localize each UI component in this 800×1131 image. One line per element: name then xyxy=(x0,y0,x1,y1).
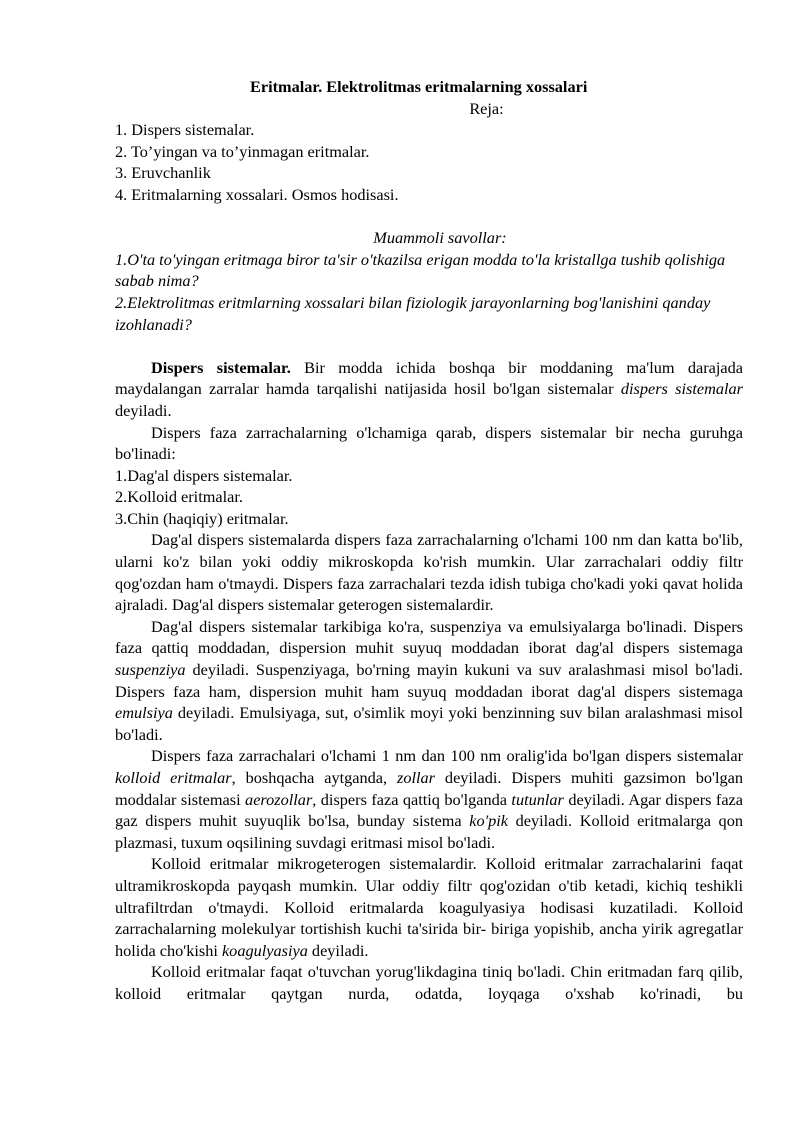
question-2: 2.Elektrolitmas eritmlarning xossalari bilan fiziologik jarayonlarning bog'lanishini qanday izohlanadi? xyxy=(115,292,711,334)
plan-item: 2. To’yingan va to’yinmagan eritmalar. xyxy=(115,141,370,161)
paragraph-suspension-emulsion xyxy=(115,616,743,746)
term: suspenziya xyxy=(115,660,186,680)
plan-list xyxy=(115,119,743,205)
term: aerozollar xyxy=(245,789,313,809)
text-run: deyiladi. Agar dispers faza gaz dispers muhit suyuqlik bo'lsa, bunday sistema xyxy=(115,789,744,831)
paragraph-microheterogen xyxy=(115,853,743,961)
paragraph-dispers-intro xyxy=(115,357,743,422)
term: tutunlar xyxy=(511,789,564,809)
text-run: deyiladi. Suspenziyaga, bo'rning mayin kukuni va suv aralashmasi misol bo'ladi. Dispers faza ham, dispersion muhit ham suyuq moddadan iborat dag'al dispers sistemaga xyxy=(115,660,743,701)
term: koagulyasiya xyxy=(221,940,308,960)
paragraph-coarse-dispers: Dag'al dispers sistemalarda dispers faza zarrachalarning o'lchami 100 nm dan katta bo'lib, ularni ko'z bilan yoki oddiy mikroskopda ko'rish mumkin. Ular zarrachalari oddiy filtr qog'ozdan ham o'tmaydi. Dispers faza zarrachalari tezda idish tubiga cho'kadi yoki qavat holida ajraladi. Dag'al dispers sistemalar geterogen sistemalardir. xyxy=(115,530,743,615)
type-item: 2.Kolloid eritmalar. xyxy=(115,487,243,507)
plan-heading: Reja: xyxy=(469,98,504,118)
plan-item: 4. Eritmalarning xossalari. Osmos hodisasi. xyxy=(115,184,399,204)
paragraph-classification: Dispers faza zarrachalarning o'lchamiga qarab, dispers sistemalar bir necha guruhga bo'linadi: xyxy=(115,422,743,464)
document-body xyxy=(115,76,743,1005)
paragraph-optical: Kolloid eritmalar faqat o'tuvchan yorug'likdagina tiniq bo'ladi. Chin eritmadan farq qilib, kolloid eritmalar qaytgan nurda, odatda, loyqaga o'xshab ko'rinadi, bu xyxy=(115,962,743,1003)
text-run: , dispers faza qattiq bo'lganda xyxy=(312,789,512,809)
type-item: 1.Dag'al dispers sistemalar. xyxy=(115,465,293,485)
text-run: Kolloid eritmalar mikrogeterogen sistemalardir. Kolloid eritmalar zarrachalarini faqat ultramikroskopda payqash mumkin. Ular oddiy filtr qog'ozidan o'tib ketadi, kichiq teshikli ultrafiltrdan o'tmaydi. Kolloid eritmalarda koagulyasiya hodisasi kuzatiladi. Kolloid zarrachalarning molekulyar tortishish kuchi ta'sirida bir- biriga yopishib, ancha yirik agregatlar holida cho'kishi xyxy=(115,854,743,960)
term: kolloid eritmalar xyxy=(115,768,232,787)
text-run: , boshqacha aytganda, xyxy=(231,768,397,787)
text-run: deyiladi. Dispers muhiti gazsimon bo'lgan moddalar sistemasi xyxy=(115,768,743,809)
text-run: deyiladi. Kolloid eritmalarga qon plazmasi, tuxum oqsilining suvdagi eritmasi misol bo'ladi. xyxy=(115,811,743,852)
term: emulsiya xyxy=(115,703,173,723)
section-heading: Dispers sistemalar. xyxy=(151,357,291,377)
text-run: Dispers faza zarrachalari o'lchami 1 nm dan 100 nm oralig'ida bo'lgan dispers sistemalar xyxy=(151,746,743,766)
term: zollar xyxy=(397,768,436,787)
plan-item: 3. Eruvchanlik xyxy=(115,163,211,183)
text-run: Dag'al dispers sistemalar tarkibiga ko'ra, suspenziya va emulsiyalarga bo'linadi. Dispers faza qattiq moddadan, dispersion muhit suyuq moddadan iborat dag'al dispers sistemaga xyxy=(115,616,743,658)
text-run: deyiladi. Emulsiyaga, sut, o'simlik moyi yoki benzinning suv bilan aralashmasi misol bo'ladi. xyxy=(115,703,743,744)
questions-heading: Muammoli savollar: xyxy=(373,228,507,248)
question-1: 1.O'ta to'yingan eritmaga biror ta'sir o'tkazilsa erigan modda to'la kristallga tushib qolishiga sabab nima? xyxy=(115,249,726,291)
spacer xyxy=(115,335,743,357)
text-run: deyiladi. xyxy=(307,940,369,960)
type-item: 3.Chin (haqiqiy) eritmalar. xyxy=(115,508,289,528)
spacer xyxy=(115,206,743,228)
term: ko'pik xyxy=(469,811,508,831)
document-title: Eritmalar. Elektrolitmas eritmalarning xossalari xyxy=(250,77,588,96)
text-run: Bir modda ichida boshqa bir moddaning ma'lum darajada maydalangan zarralar hamda tarqalishi natijasida hosil bo'lgan sistemalar xyxy=(115,357,743,399)
term: dispers sistemalar xyxy=(620,379,743,399)
paragraph-colloid xyxy=(115,745,743,853)
plan-item: 1. Dispers sistemalar. xyxy=(115,120,255,140)
text-run: deyiladi. xyxy=(115,400,172,420)
